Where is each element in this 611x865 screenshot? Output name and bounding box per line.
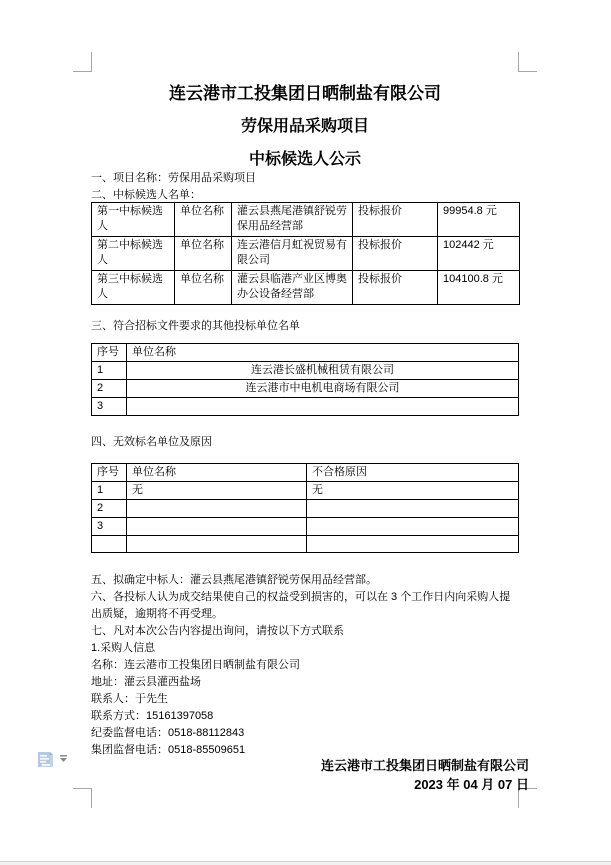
crop-mark-top-right [518,52,537,72]
bidder-name [127,398,519,416]
table-row [92,362,519,380]
unit-label: 单位名称 [175,271,232,305]
row-no: 1 [92,362,127,380]
document-title-company: 连云港市工投集团日晒制盐有限公司 [169,84,441,103]
unit-name: 灌云县临港产业区博奥办公设备经营部 [232,271,353,305]
unit-label: 单位名称 [175,203,232,237]
invalid-name [127,518,307,536]
invalid-reason: 无 [307,482,519,500]
candidate-rank: 第一中标候选人 [92,203,175,237]
table-row [92,398,519,416]
unit-name: 灌云县燕尾港镇舒锐劳保用品经营部 [232,203,353,237]
price-value: 99954.8 元 [438,203,520,237]
invalid-name [127,536,307,553]
section-5-winner: 五、拟确定中标人：灌云县燕尾港镇舒锐劳保用品经营部。 [91,574,377,586]
document-title-project: 劳保用品采购项目 [240,118,369,135]
purchaser-info-heading: 1.采购人信息 [91,642,156,654]
table-header-row [92,464,519,482]
row-no [92,536,127,553]
section-7-contact-heading: 七、凡对本次公告内容提出询问，请按以下方式联系 [91,625,344,637]
row-no: 3 [92,398,127,416]
group-supervision-phone: 集团监督电话：0518-85509651 [91,744,246,756]
section-3-other-bidders-heading: 三、符合招标文件要求的其他投标单位名单 [91,320,300,332]
row-no: 3 [92,518,127,536]
other-bidders-table [91,343,519,416]
invalid-reason [307,518,519,536]
invalid-reason [307,500,519,518]
window-bottom-edge [0,861,611,865]
document-title-announcement: 中标候选人公示 [248,151,361,168]
table-row [92,536,519,553]
contact-phone: 联系方式：15161397058 [91,710,214,722]
row-no: 1 [92,482,127,500]
contact-person: 联系人：于先生 [91,693,168,705]
table-row [92,380,519,398]
price-label: 投标报价 [353,271,438,305]
price-value: 104100.8 元 [438,271,520,305]
candidate-rank: 第三中标候选人 [92,271,175,305]
column-header-name: 单位名称 [127,344,519,362]
invalid-name: 无 [127,482,307,500]
table-header-row [92,344,519,362]
document-content [91,84,529,793]
unit-label: 单位名称 [175,237,232,271]
bidder-name: 连云港长盛机械租赁有限公司 [127,362,519,380]
crop-mark-top-left [73,52,92,72]
table-row [92,237,520,271]
discipline-supervision-phone: 纪委监督电话：0518-88112843 [91,727,245,739]
section-2-candidates-heading: 二、中标候选人名单： [91,189,201,201]
table-row [92,482,519,500]
section-1-project-name: 一、项目名称：劳保用品采购项目 [91,172,256,184]
table-row [92,271,520,305]
table-row [92,500,519,518]
invalid-name [127,500,307,518]
table-row [92,518,519,536]
signature-date: 2023 年 04 月 07 日 [414,777,529,792]
candidate-rank: 第二中标候选人 [92,237,175,271]
row-no: 2 [92,500,127,518]
signature-block [91,758,529,793]
contact-address: 地址：灌云县灌西盐场 [91,676,201,688]
section-6-objection-rule: 六、各投标人认为成交结果使自己的权益受到损害的，可以在 3 个工作日内向采购人提出质疑，逾期将不再受理。 [91,591,511,620]
candidates-table [91,202,520,305]
crop-mark-bottom-left [73,788,92,808]
invalid-reason [307,536,519,553]
column-header-no: 序号 [92,344,127,362]
invalid-bids-table [91,463,519,553]
row-no: 2 [92,380,127,398]
unit-name: 连云港信月虹祝贸易有限公司 [232,237,353,271]
bidder-name: 连云港市中电机电商场有限公司 [127,380,519,398]
price-label: 投标报价 [353,203,438,237]
column-header-name: 单位名称 [127,464,307,482]
dropdown-arrow-icon[interactable] [59,755,68,763]
table-row [92,203,520,237]
price-value: 102442 元 [438,237,520,271]
paste-options-icon[interactable] [37,751,54,768]
paste-options-widget[interactable] [37,751,68,768]
contact-name: 名称：连云港市工投集团日晒制盐有限公司 [91,659,300,671]
column-header-no: 序号 [92,464,127,482]
column-header-reason: 不合格原因 [307,464,519,482]
signature-company: 连云港市工投集团日晒制盐有限公司 [320,758,529,773]
section-4-invalid-bids-heading: 四、无效标名单位及原因 [91,436,212,448]
price-label: 投标报价 [353,237,438,271]
